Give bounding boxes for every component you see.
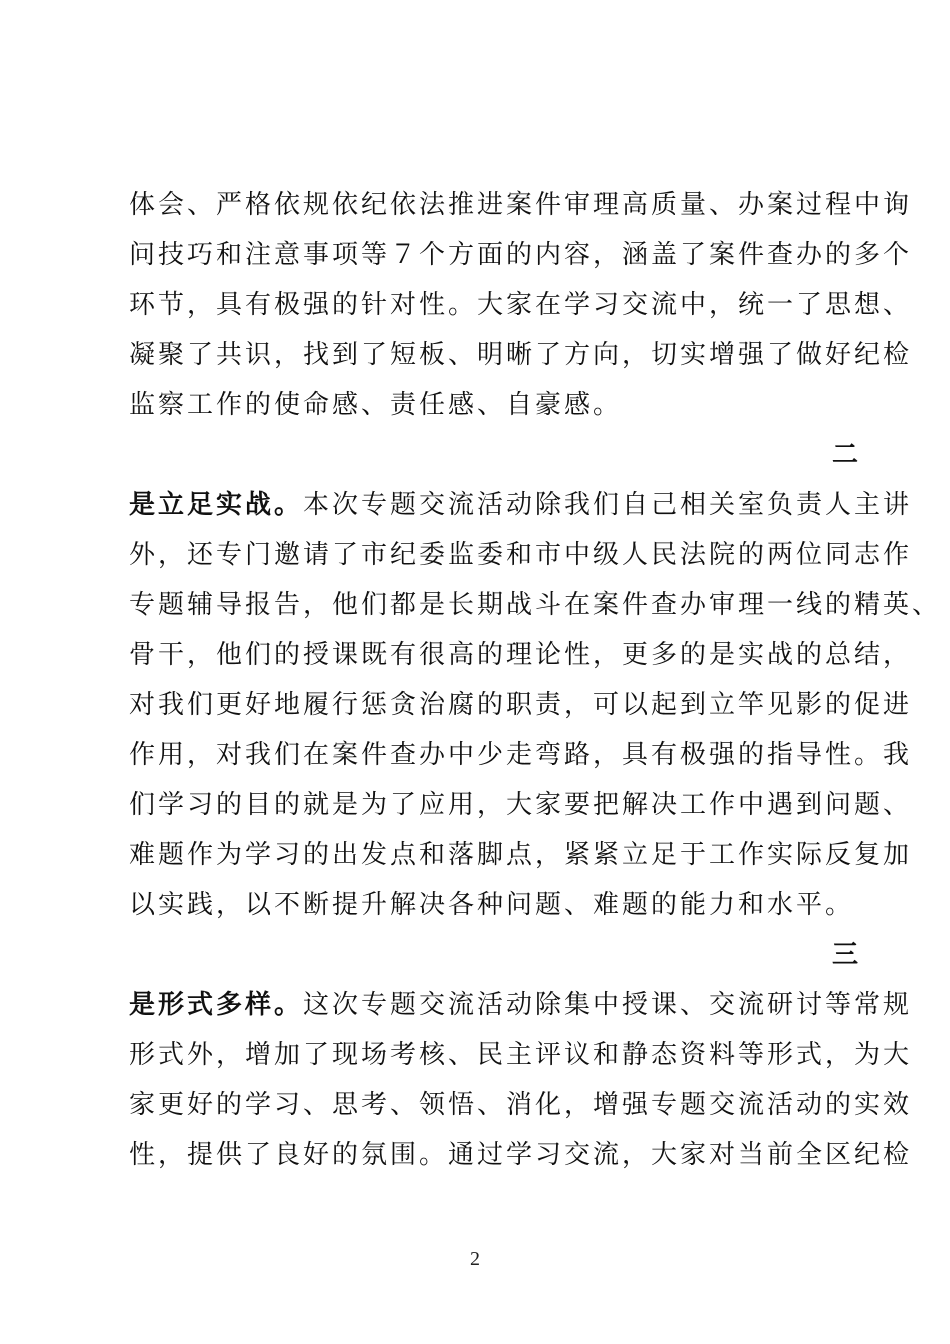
section-marker: 三 xyxy=(831,940,858,970)
section-heading-line xyxy=(129,488,913,522)
paragraph-line: 专题辅导报告，他们都是长期战斗在案件查办审理一线的精英、 xyxy=(129,590,942,620)
paragraph-text: 本次专题交流活动除我们自己相关室负责人主讲 xyxy=(303,490,913,520)
paragraph-line: 难题作为学习的出发点和落脚点，紧紧立足于工作实际反复加 xyxy=(129,840,913,870)
paragraph-line: 体会、严格依规依纪依法推进案件审理高质量、办案过程中询 xyxy=(129,190,913,220)
paragraph-line: 作用，对我们在案件查办中少走弯路，具有极强的指导性。我 xyxy=(129,740,913,770)
section-marker: 二 xyxy=(831,440,858,470)
paragraph-line: 对我们更好地履行惩贪治腐的职责，可以起到立竿见影的促进 xyxy=(129,690,913,720)
paragraph-line: 凝聚了共识，找到了短板、明晰了方向，切实增强了做好纪检 xyxy=(129,340,913,370)
paragraph-line: 问技巧和注意事项等７个方面的内容，涵盖了案件查办的多个 xyxy=(129,240,913,270)
section-heading: 是立足实战。 xyxy=(129,490,304,520)
paragraph-line: 们学习的目的就是为了应用，大家要把解决工作中遇到问题、 xyxy=(129,790,913,820)
paragraph-line: 环节，具有极强的针对性。大家在学习交流中，统一了思想、 xyxy=(129,290,913,320)
paragraph-line: 家更好的学习、思考、领悟、消化，增强专题交流活动的实效 xyxy=(129,1090,913,1120)
paragraph-line: 性，提供了良好的氛围。通过学习交流，大家对当前全区纪检 xyxy=(129,1140,913,1170)
page-number: 2 xyxy=(470,1248,480,1270)
paragraph-line: 监察工作的使命感、责任感、自豪感。 xyxy=(129,390,623,420)
section-heading: 是形式多样。 xyxy=(129,990,304,1020)
section-heading-line xyxy=(129,988,913,1022)
paragraph-text: 这次专题交流活动除集中授课、交流研讨等常规 xyxy=(303,990,913,1020)
paragraph-line: 骨干，他们的授课既有很高的理论性，更多的是实战的总结， xyxy=(129,640,913,670)
paragraph-line: 以实践，以不断提升解决各种问题、难题的能力和水平。 xyxy=(129,890,855,920)
paragraph-line: 形式外，增加了现场考核、民主评议和静态资料等形式，为大 xyxy=(129,1040,913,1070)
paragraph-line: 外，还专门邀请了市纪委监委和市中级人民法院的两位同志作 xyxy=(129,540,913,570)
